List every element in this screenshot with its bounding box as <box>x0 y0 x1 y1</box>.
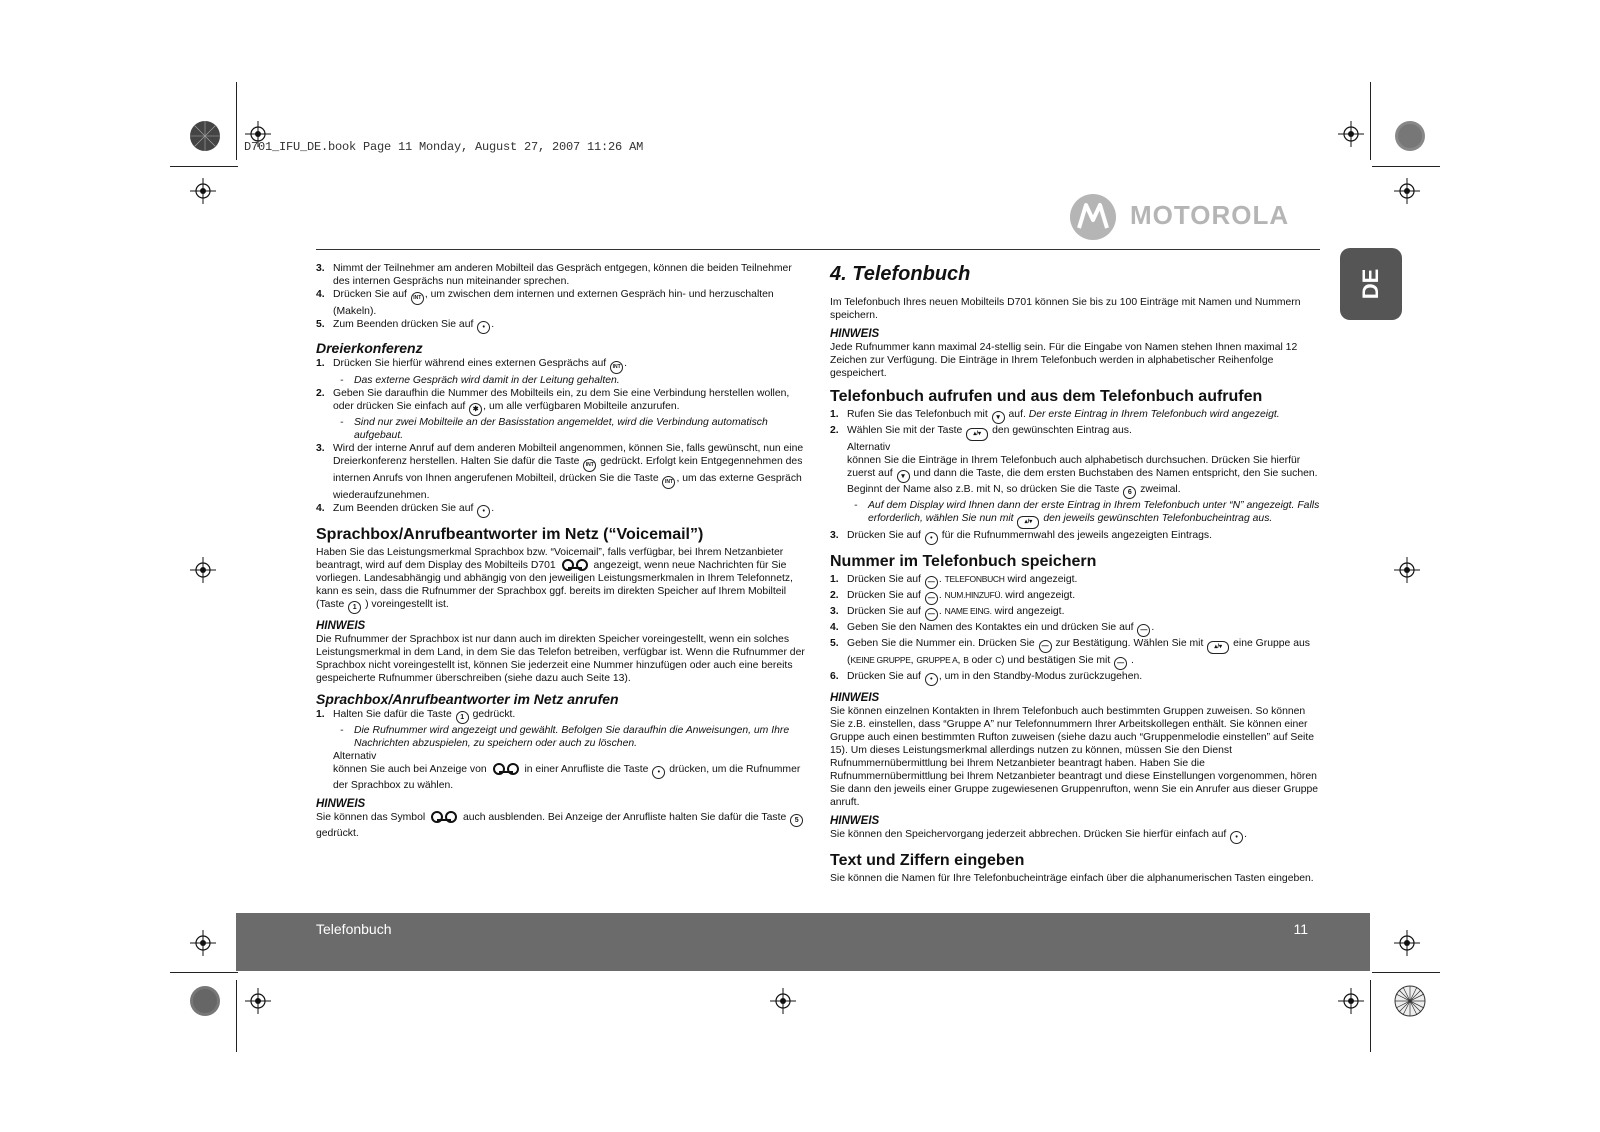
left-column <box>316 262 806 840</box>
right-column <box>830 262 1320 885</box>
alternative-label: Alternativ <box>847 442 891 453</box>
down-key-icon: ▾ <box>992 411 1005 424</box>
registration-mark-icon <box>1338 988 1364 1014</box>
registration-mark-icon <box>190 178 216 204</box>
section-heading: Dreierkonferenz <box>316 340 423 356</box>
menu-key-icon: — <box>925 576 938 589</box>
note-text: Die Rufnummer der Sprachbox ist nur dann auch im direkten Speicher voreingestellt, wenn ein solches Leistungsmerkmal in dem Land, in dem Sie das Telefon betreiben, verfügbar ist. Wenn die Rufnummer der Sprachbox nicht voreingestellt ist, können Sie jederzeit eine Nummer hinzufügen oder auch eine bereits gespeicherte Rufnummer überschreiben (siehe dazu auch Seite 13). <box>316 634 805 684</box>
key-1-icon: 1 <box>456 711 469 724</box>
footer-section-title: Telefonbuch <box>316 921 392 937</box>
key-5-icon: 5 <box>790 814 803 827</box>
list-subitem: - Die Rufnummer wird angezeigt und gewählt. Befolgen Sie daraufhin die Anweisungen, um Ihre Nachrichten abzuspielen, zu speichern oder auch zu löschen. <box>340 725 790 749</box>
registration-mark-icon <box>1394 178 1420 204</box>
paragraph: Haben Sie das Leistungsmerkmal Sprachbox bzw. “Voicemail”, falls verfügbar, bei Ihrem Netzanbieter beantragt, wird auf dem Display des Mobilteils D701 angezeigt, wenn neue Nachrichten für Sie vorliegen. Landesabhängig und abhängig von den jeweiligen Leistungsmerkmalen in Ihrem Telefonnetz, kann es sein, dass die Rufnummer der Sprachbox ggf. bereits im direkten Speicher auf Ihrem Mobilteil (Taste 1 ) voreingestellt ist. <box>316 546 806 614</box>
section-heading: Sprachbox/Anrufbeantworter im Netz (“Voicemail”) <box>316 526 704 543</box>
list-item: 5. Zum Beenden drücken Sie auf • . <box>316 318 806 334</box>
menu-key-icon: — <box>1137 624 1150 637</box>
language-tab <box>1340 248 1402 320</box>
paragraph: Im Telefonbuch Ihres neuen Mobilteils D701 können Sie bis zu 100 Einträge mit Namen und Nummern speichern. <box>830 297 1301 321</box>
color-rosette-icon <box>1394 985 1426 1017</box>
list-item: 4. Drücken Sie auf INT , um zwischen dem internen und externen Gespräch hin- und herzuschalten (Makeln). <box>316 289 774 317</box>
menu-key-icon: — <box>1039 640 1052 653</box>
voicemail-icon <box>562 559 588 569</box>
display-text: NUM.HINZUFÜ. <box>944 590 1003 600</box>
note-text: Sie können das Symbol auch ausblenden. Bei Anzeige der Anrufliste halten Sie dafür die Taste 5 gedrückt. <box>316 811 806 840</box>
paragraph: können Sie die Einträge in Ihrem Telefonbuch auch alphabetisch durchsuchen. Drücken Sie hierfür zuerst auf ▾ und dann die Taste, die dem ersten Buchstaben des Namen entspricht, den Sie suchen. Beginnt der Name also z.B. mit N, so drücken Sie die Taste 6 zweimal. <box>830 454 1320 499</box>
note-text: Sie können einzelnen Kontakten in Ihrem Telefonbuch auch bestimmten Gruppen zuweisen. So können Sie z.B. einstellen, dass “Gruppe A” nur Telefonnummern Ihrer Arbeitskollegen enthält. Sie können einer Gruppe auch einen bestimmten Rufton zuweisen (siehe dazu auch “Gruppenmelodie einstellen” auf Seite 15). Um dieses Leistungsmerkmal allerdings nutzen zu können, müssen Sie den Dienst Rufnummernübermittlung bei Ihrem Netzanbieter beantragt haben. Haben Sie die Rufnummernübermittlung bei Ihrem Netzanbieter beantragt und diese Einstellungen vorgenommen, hören Sie dann den jeweils einer Gruppe zugewiesenen Gruppenrufton, wenn Sie ein Anrufer aus dieser Gruppe anruft. <box>830 706 1319 808</box>
list-item: 2. Wählen Sie mit der Taste ▴/▾ den gewünschten Eintrag aus. <box>830 424 1320 441</box>
brand-name: MOTOROLA <box>1130 200 1290 230</box>
int-key-icon: INT <box>583 459 596 472</box>
up-down-key-icon: ▴/▾ <box>1207 641 1229 654</box>
list-subitem: - Sind nur zwei Mobilteile an der Basisstation angemeldet, wird die Verbindung automatisch aufgebaut. <box>340 417 768 441</box>
page-number: 11 <box>1293 921 1308 937</box>
list-item: 1. Drücken Sie hierfür während eines externen Gesprächs auf INT . <box>316 357 806 374</box>
note-text: Jede Rufnummer kann maximal 24-stellig sein. Für die Eingabe von Namen stehen Ihnen maximal 12 Zeichen zur Verfügung. Die Einträge in Ihrem Telefonbuch werden in alphabetischer Reihenfolge gespeichert. <box>830 342 1298 379</box>
menu-key-icon: — <box>1114 657 1127 670</box>
key-6-icon: 6 <box>1123 486 1136 499</box>
language-tab-label: DE <box>1358 268 1383 300</box>
color-rosette-icon <box>189 985 221 1017</box>
registration-mark-icon <box>770 988 796 1014</box>
paragraph: können Sie auch bei Anzeige von in einer Anrufliste die Taste • drücken, um die Rufnummer der Sprachbox zu wählen. <box>333 764 801 791</box>
registration-mark-icon <box>1394 557 1420 583</box>
registration-mark-icon <box>1338 121 1364 147</box>
color-rosette-icon <box>189 120 221 152</box>
note-label: HINWEIS <box>316 798 366 810</box>
book-header: D701_IFU_DE.book Page 11 Monday, August 27, 2007 11:26 AM <box>244 140 644 154</box>
menu-key-icon: — <box>925 608 938 621</box>
key-1-icon: 1 <box>348 601 361 614</box>
motorola-logo <box>1068 192 1320 244</box>
list-item: 5. Geben Sie die Nummer ein. Drücken Sie — zur Bestätigung. Wählen Sie mit ▴/▾ eine Gruppe aus (KEINE GRUPPE, GRUPPE A, B oder C) und bestätigen Sie mit — . <box>830 637 1320 670</box>
alternative-label: Alternativ <box>333 751 377 762</box>
section-heading: Nummer im Telefonbuch speichern <box>830 553 1097 570</box>
display-text: NAME EING. <box>944 606 992 616</box>
list-item: 1. Drücken Sie auf — . TELEFONBUCH wird angezeigt. <box>830 573 1320 589</box>
section-heading: Text und Ziffern eingeben <box>830 852 1025 869</box>
down-key-icon: ▾ <box>897 470 910 483</box>
up-down-key-icon: ▴/▾ <box>1017 516 1039 529</box>
registration-mark-icon <box>190 557 216 583</box>
back-key-icon: • <box>1230 831 1243 844</box>
registration-mark-icon <box>1394 930 1420 956</box>
note-label: HINWEIS <box>316 620 366 632</box>
motorola-emblem-icon <box>1068 192 1118 242</box>
end-call-key-icon: • <box>925 673 938 686</box>
paragraph: Sie können die Namen für Ihre Telefonbucheinträge einfach über die alphanumerischen Tasten eingeben. <box>830 873 1314 884</box>
voicemail-icon <box>431 811 457 821</box>
list-subitem: - Das externe Gespräch wird damit in der Leitung gehalten. <box>340 375 620 386</box>
list-item: 2. Drücken Sie auf — . NUM.HINZUFÜ. wird angezeigt. <box>830 589 1320 605</box>
list-item: 3. Wird der interne Anruf auf dem anderen Mobilteil angenommen, können Sie, falls gewünscht, nun eine Dreierkonferenz herstellen. Halten Sie dafür die Taste INT gedrückt. Erfolgt kein Entgegennehmen des internen Anrufs von Ihnen angerufenen Mobilteil, drücken Sie die Taste INT , um das externe Gespräch wiederaufzunehmen. <box>316 443 804 501</box>
list-item: 1. Rufen Sie das Telefonbuch mit ▾ auf. Der erste Eintrag in Ihrem Telefonbuch wird angezeigt. <box>830 408 1320 424</box>
call-key-icon: • <box>652 766 665 779</box>
up-down-key-icon: ▴/▾ <box>966 428 988 441</box>
color-rosette-icon <box>1394 120 1426 152</box>
note-label: HINWEIS <box>830 815 880 827</box>
registration-mark-icon <box>190 930 216 956</box>
note-label: HINWEIS <box>830 328 880 340</box>
list-item: 4. Geben Sie den Namen des Kontaktes ein und drücken Sie auf — . <box>830 621 1320 637</box>
note-text: Sie können den Speichervorgang jederzeit abbrechen. Drücken Sie hierfür einfach auf • . <box>830 828 1320 844</box>
list-item: 3. Nimmt der Teilnehmer am anderen Mobilteil das Gespräch entgegen, können die beiden Teilnehmer des internen Gesprächs nun miteinander sprechen. <box>316 263 792 287</box>
int-key-icon: INT <box>662 476 675 489</box>
end-call-key-icon: • <box>477 505 490 518</box>
voicemail-icon <box>493 763 519 773</box>
list-item: 1. Halten Sie dafür die Taste 1 gedrückt. <box>316 708 806 724</box>
header-rule <box>316 249 1320 250</box>
list-subitem: - Auf dem Display wird Ihnen dann der erste Eintrag in Ihrem Telefonbuch unter “N” angezeigt. Falls erforderlich, wählen Sie nun mit ▴/▾ den jeweils gewünschten Telefonbucheintrag aus. <box>830 499 1320 529</box>
list-item: 4. Zum Beenden drücken Sie auf • . <box>316 502 806 518</box>
menu-key-icon: — <box>925 592 938 605</box>
list-item: 3. Drücken Sie auf — . NAME EING. wird angezeigt. <box>830 605 1320 621</box>
star-key-icon: ✱ <box>469 403 482 416</box>
section-heading: Telefonbuch aufrufen und aus dem Telefonbuch aufrufen <box>830 388 1263 405</box>
int-key-icon: INT <box>610 361 623 374</box>
int-key-icon: INT <box>411 292 424 305</box>
end-call-key-icon: • <box>477 321 490 334</box>
registration-mark-icon <box>245 988 271 1014</box>
note-label: HINWEIS <box>830 692 880 704</box>
list-item: 6. Drücken Sie auf • , um in den Standby-Modus zurückzugehen. <box>830 670 1320 686</box>
chapter-title: 4. Telefonbuch <box>830 263 971 285</box>
list-item: 2. Geben Sie daraufhin die Nummer des Mobilteils ein, zu dem Sie eine Verbindung herstellen wollen, oder drücken Sie einfach auf ✱ , um alle verfügbaren Mobilteile anzurufen. <box>316 387 806 416</box>
call-key-icon: • <box>925 532 938 545</box>
display-text: TELEFONBUCH <box>944 574 1005 584</box>
list-item: 3. Drücken Sie auf • für die Rufnummernwahl des jeweils angezeigten Eintrags. <box>830 529 1320 545</box>
footer-bar <box>236 913 1370 971</box>
section-heading: Sprachbox/Anrufbeantworter im Netz anrufen <box>316 691 619 707</box>
